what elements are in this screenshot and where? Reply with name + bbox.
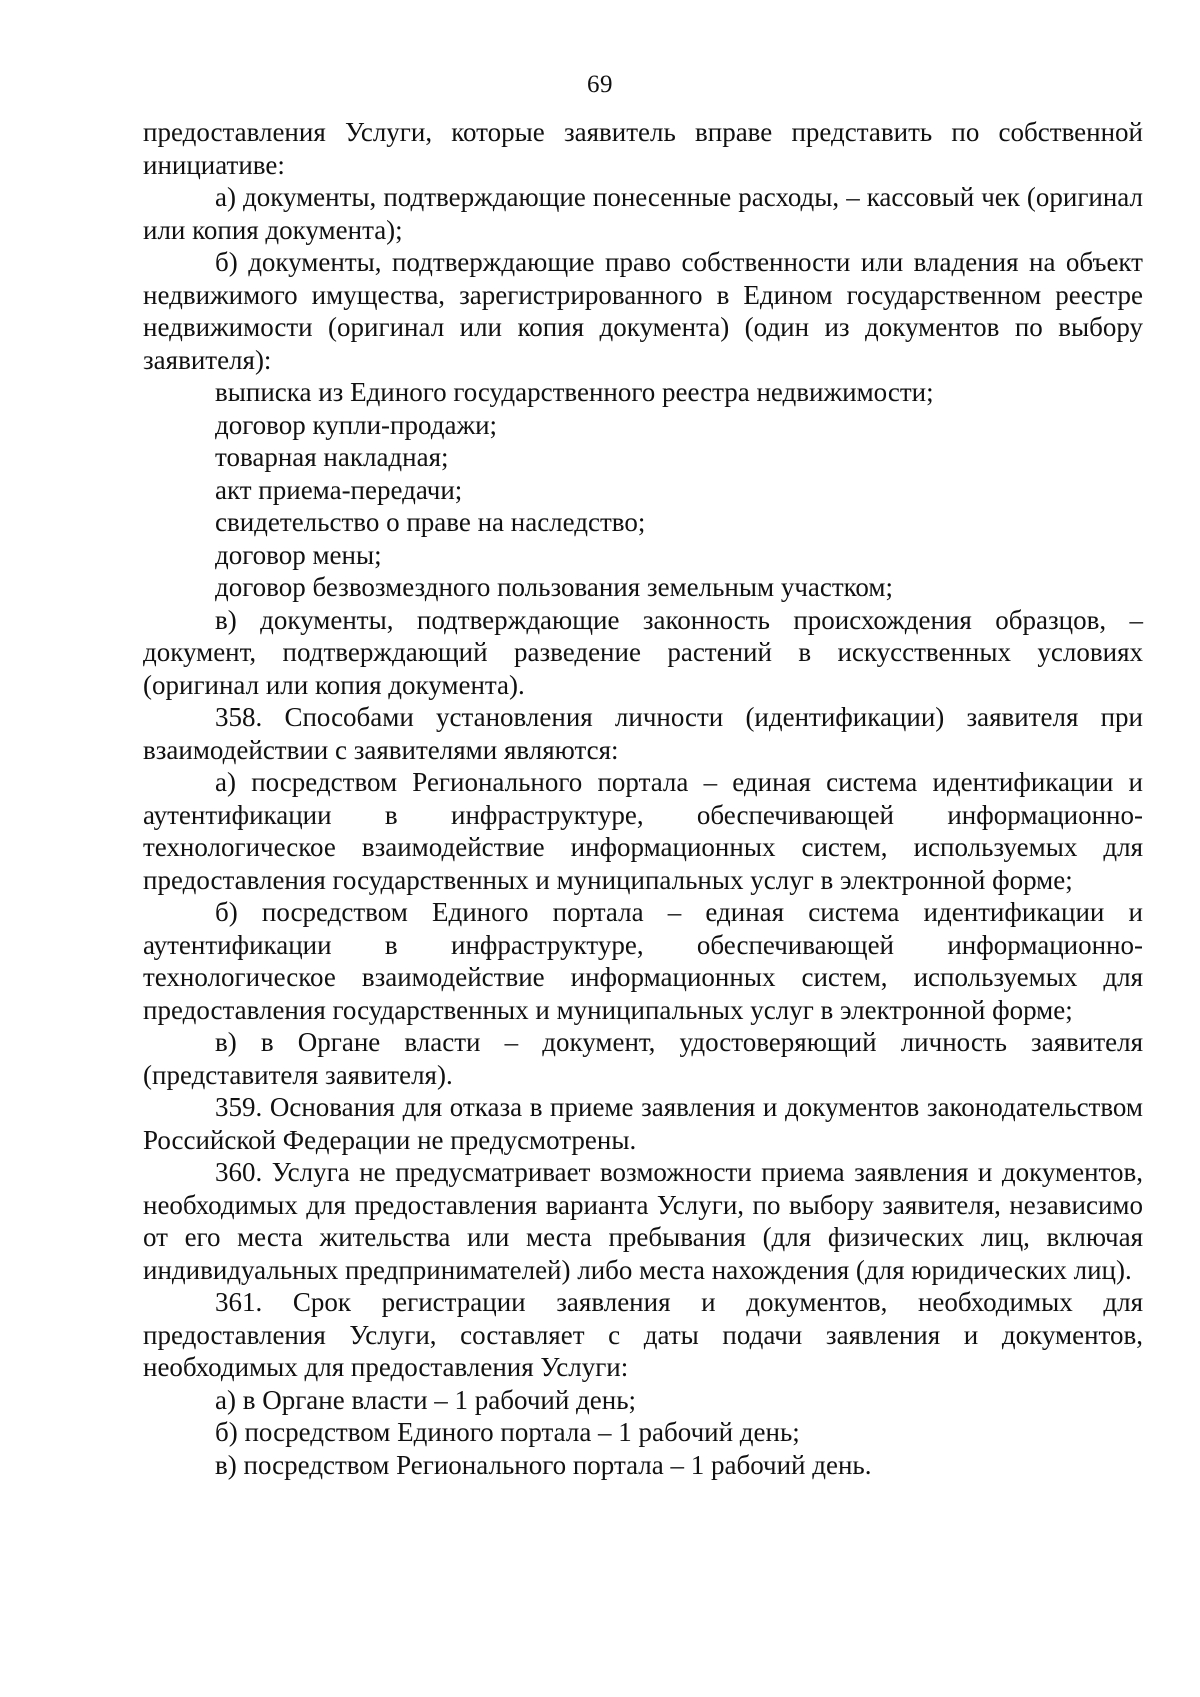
paragraph-361-b: б) посредством Единого портала – 1 рабочий день; [215, 1417, 800, 1447]
document-body [143, 116, 1143, 1481]
paragraph-continuation: предоставления Услуги, которые заявитель вправе представить по собственной инициативе: [143, 117, 1143, 180]
list-item: договор безвозмездного пользования земельным участком; [215, 572, 894, 602]
paragraph-361: 361. Срок регистрации заявления и документов, необходимых для предоставления Услуги, составляет с даты подачи заявления и документов, необходимых для предоставления Услуги: [143, 1287, 1143, 1382]
list-item: выписка из Единого государственного реестра недвижимости; [215, 377, 934, 407]
list-item: свидетельство о праве на наследство; [215, 507, 646, 537]
paragraph-358-a: а) посредством Регионального портала – единая система идентификации и аутентификации в инфраструктуре, обеспечивающей информационно-технологическое взаимодействие информационных систем, используемых для предоставления государственных и муниципальных услуг в электронной форме; [143, 767, 1143, 895]
paragraph-361-a: а) в Органе власти – 1 рабочий день; [215, 1384, 637, 1415]
list-item: договор купли-продажи; [215, 409, 498, 440]
list-item: товарная накладная; [215, 442, 449, 472]
page-number: 69 [587, 71, 613, 98]
paragraph-358-v: в) в Органе власти – документ, удостоверяющий личность заявителя (представителя заявителя). [143, 1027, 1143, 1090]
paragraph-361-v: в) посредством Регионального портала – 1 рабочий день. [215, 1449, 872, 1480]
list-item: договор мены; [215, 539, 382, 570]
paragraph-item-v-origin: в) документы, подтверждающие законность происхождения образцов, – документ, подтверждающий разведение растений в искусственных условиях (оригинал или копия документа). [143, 604, 1143, 700]
paragraph-358: 358. Способами установления личности (идентификации) заявителя при взаимодействии с заявителями являются: [143, 702, 1143, 765]
paragraph-359: 359. Основания для отказа в приеме заявления и документов законодательством Российской Федерации не предусмотрены. [143, 1092, 1143, 1155]
paragraph-360: 360. Услуга не предусматривает возможности приема заявления и документов, необходимых для предоставления варианта Услуги, по выбору заявителя, независимо от его места жительства или места пребывания (для физических лиц, включая индивидуальных предпринимателей) либо места нахождения (для юридических лиц). [143, 1157, 1143, 1285]
list-item: акт приема-передачи; [215, 474, 463, 505]
paragraph-item-b-ownership: б) документы, подтверждающие право собственности или владения на объект недвижимого имущества, зарегистрированного в Едином государственном реестре недвижимости (оригинал или копия документа) (один из документов по выбору заявителя): [143, 247, 1143, 375]
paragraph-358-b: б) посредством Единого портала – единая система идентификации и аутентификации в инфраструктуре, обеспечивающей информационно-технологическое взаимодействие информационных систем, используемых для предоставления государственных и муниципальных услуг в электронной форме; [143, 897, 1143, 1025]
paragraph-item-a-expenses: а) документы, подтверждающие понесенные расходы, – кассовый чек (оригинал или копия документа); [143, 182, 1143, 245]
